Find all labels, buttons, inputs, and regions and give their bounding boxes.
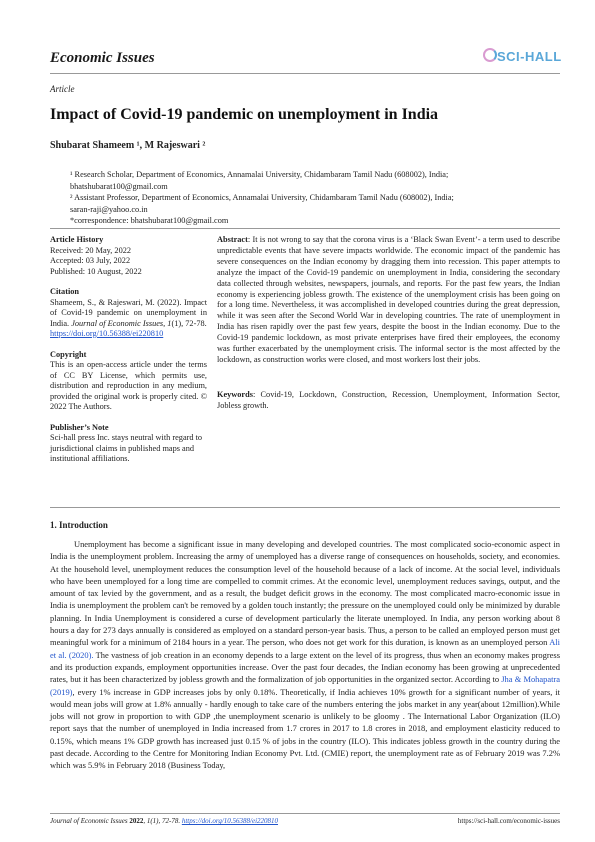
citation-journal: Journal of Economic Issues, 1 — [71, 318, 172, 328]
footer-year: 2022 — [129, 817, 144, 825]
published-date: Published: 10 August, 2022 — [50, 266, 142, 276]
journal-name: Economic Issues — [50, 50, 155, 66]
body-divider — [50, 507, 560, 508]
affiliation-1: ¹ Research Scholar, Department of Economics, Annamalai University, Chidambaram Tamil Nadu (608002), India; — [70, 170, 449, 179]
keywords-label: Keywords — [217, 390, 253, 399]
affiliation-divider — [50, 228, 560, 229]
section-heading: 1. Introduction — [50, 520, 108, 530]
abstract-label: Abstract — [217, 235, 248, 244]
publisher-note-heading: Publisher’s Note — [50, 422, 109, 432]
footer-volume: , 1(1), 72-78. — [143, 817, 181, 825]
article-type: Article — [50, 84, 75, 94]
logo-text: SCI-HALL — [497, 49, 562, 64]
accepted-date: Accepted: 03 July, 2022 — [50, 256, 131, 265]
article-history — [50, 235, 207, 277]
citation-block — [50, 287, 207, 340]
intro-text-part-1: Unemployment has become a significant issue in many developing and developed countries. The most complicated socio-economic aspect in India is the unemployment problem. Increasing the army of unemployed has a diverse range of consequences on households, society, and economies. At the household level, unemployment reduces the consumption level of the household because of a lack of income. At the social level, individuals who have been unemployed for a long time are compelled to commit crimes. At the economic level, unemployment reduces savings, output, and the amount of tax levied by the government, and as a result, the budget deficit grows in the economy. The most complicated macro-economic issue in India is unemployment the problem can't be removed by a golden touch instantly; the pressure on the unemployed could only be minimized by durable planning. In India Unemployment is considered a curse of development particularly the literate unemployed. In India, any person working about 8 hours a day for 273 days annually is considered as employed on a standard person-year basis. Thus, a person to be called an employed person must get meaningful work for a minimum of 2184 hours in a year. The person, who does not get work for this duration, is known as an unemployed person — [50, 539, 560, 648]
copyright-text: This is an open-access article under the terms of CC BY License, which permits use, distribution and reproduction in any medium, provided the original work is properly cited. © 2022 The Authors. — [50, 360, 207, 411]
header-divider — [50, 73, 560, 74]
copyright-block — [50, 350, 207, 413]
publisher-note-text: Sci-hall press Inc. stays neutral with regard to jurisdictional claims in published maps and institutional affiliations. — [50, 433, 203, 463]
citation-authors: Shameem, S., & Rajeswari, M. (2022). Impact of Covid-19 pandemic on unemployment in India. — [50, 297, 207, 328]
citation-text — [50, 298, 207, 330]
citation-heading: Citation — [50, 287, 80, 296]
article-info-sidebar — [50, 235, 207, 475]
publisher-note-block — [50, 423, 207, 465]
copyright-heading: Copyright — [50, 349, 87, 359]
affiliation-2: ² Assistant Professor, Department of Economics, Annamalai University, Chidambaram Tamil Nadu (608002), India; — [70, 193, 454, 203]
citation-ali[interactable]: Ali et al. (2020). — [50, 637, 560, 660]
citation-pages: (1), 72-78. — [171, 318, 207, 328]
correspondence: *correspondence: bhatshubarat100@gmail.com — [70, 216, 229, 226]
citation-jha[interactable]: Jha & Mohapatra (2019) — [50, 674, 560, 697]
author-list: Shubarat Shameem ¹, M Rajeswari ² — [50, 140, 206, 151]
introduction-paragraph — [50, 538, 560, 772]
paper-title: Impact of Covid-19 pandemic on unemployment in India — [50, 106, 439, 123]
footer-url[interactable]: https://sci-hall.com/economic-issues — [457, 817, 560, 825]
footer-divider — [50, 813, 560, 814]
abstract-text: : It is not wrong to say that the corona virus is a ‘Black Swan Event’- a term used to describe unpredictable events that have severe impacts worldwide. The economic impact of the pandemic has severe consequences on the Indian economy by dragging them into recession. This paper attempts to analyze the impact of the Covid-19 pandemic on unemployment in India, considering the secondary data collected through websites, newspapers, journals, and reports. For the past few years, the Indian economy is experiencing jobless growth. The existence of the unemployment crisis has been going on for a long time. Nevertheless, it was accomplished in developed countries during the great depression, while it was seen after the Second World War in developing countries. The rate of unemployment in India has risen rapidly over the past few years, despite the boost in the Indian economy. Due to the Covid-19 pandemic lockdown, as most private enterprises have fired their employees, the economy was further exacerbated by the unemployment crisis. The informal sector is the most affected by the lockdown, as construction works were closed, and most workers lost their jobs. — [217, 235, 560, 364]
keywords — [217, 390, 560, 412]
affiliation-1-email: bhatshubarat100@gmail.com — [70, 181, 168, 191]
intro-text-part-3: , every 1% increase in GDP increases jobs by only 0.18%. Theoretically, if India achieves 10% growth for a significant number of years, it would mean jobs will grow at 1.8% annually - hardly enough to take care of the numbers entering the jobs market in any year(about 12million).While jobs will not grow in proportion to with GDP ,the unemployment scenario is unlikely to be gloomy . The International Labor Organization (ILO) report says that the number of unemployed in India increased from 1.7 crores in 2017 to 1.8 crores in 2018, and employment elasticity reduced to 0.15%, which means 1% GDP growth has increased just 0.15 % of jobs in the country (ILO). This indicates jobless growth in the country during the past decade. According to the Centre for Monitoring Indian Economy Pvt. Ltd. (CMIE) report, the unemployment rate as of February 2019 was 7.2% which was 5.9% in February 2018 (Business Today, — [50, 686, 560, 771]
affiliations — [70, 169, 560, 227]
received-date: Received: 20 May, 2022 — [50, 245, 132, 255]
abstract — [217, 235, 560, 366]
intro-text-part-2: The vastness of job creation in an economy depends to a large extent on the level of its progress, thus when an economy makes progress and its production expands, employment opportunities increase. Over the past four decades, the Indian economy has been growing at unprecedented rates, but it has been characterized by jobless growth and the formalization of job opportunities in the organized sector. According to — [50, 649, 560, 685]
footer-doi-link[interactable]: https://doi.org/10.56388/ei220810 — [181, 817, 279, 825]
affiliation-2-email: saran-raji@yahoo.co.in — [70, 204, 148, 214]
footer-citation — [50, 817, 278, 825]
keywords-text: : Covid-19, Lockdown, Construction, Recession, Unemployment, Information Sector, Jobless growth. — [217, 390, 560, 410]
citation-doi-link[interactable]: https://doi.org/10.56388/ei220810 — [50, 329, 164, 338]
footer-journal: Journal of Economic Issues — [50, 817, 128, 825]
history-heading: Article History — [50, 235, 104, 244]
logo-swirl-icon — [483, 48, 497, 62]
